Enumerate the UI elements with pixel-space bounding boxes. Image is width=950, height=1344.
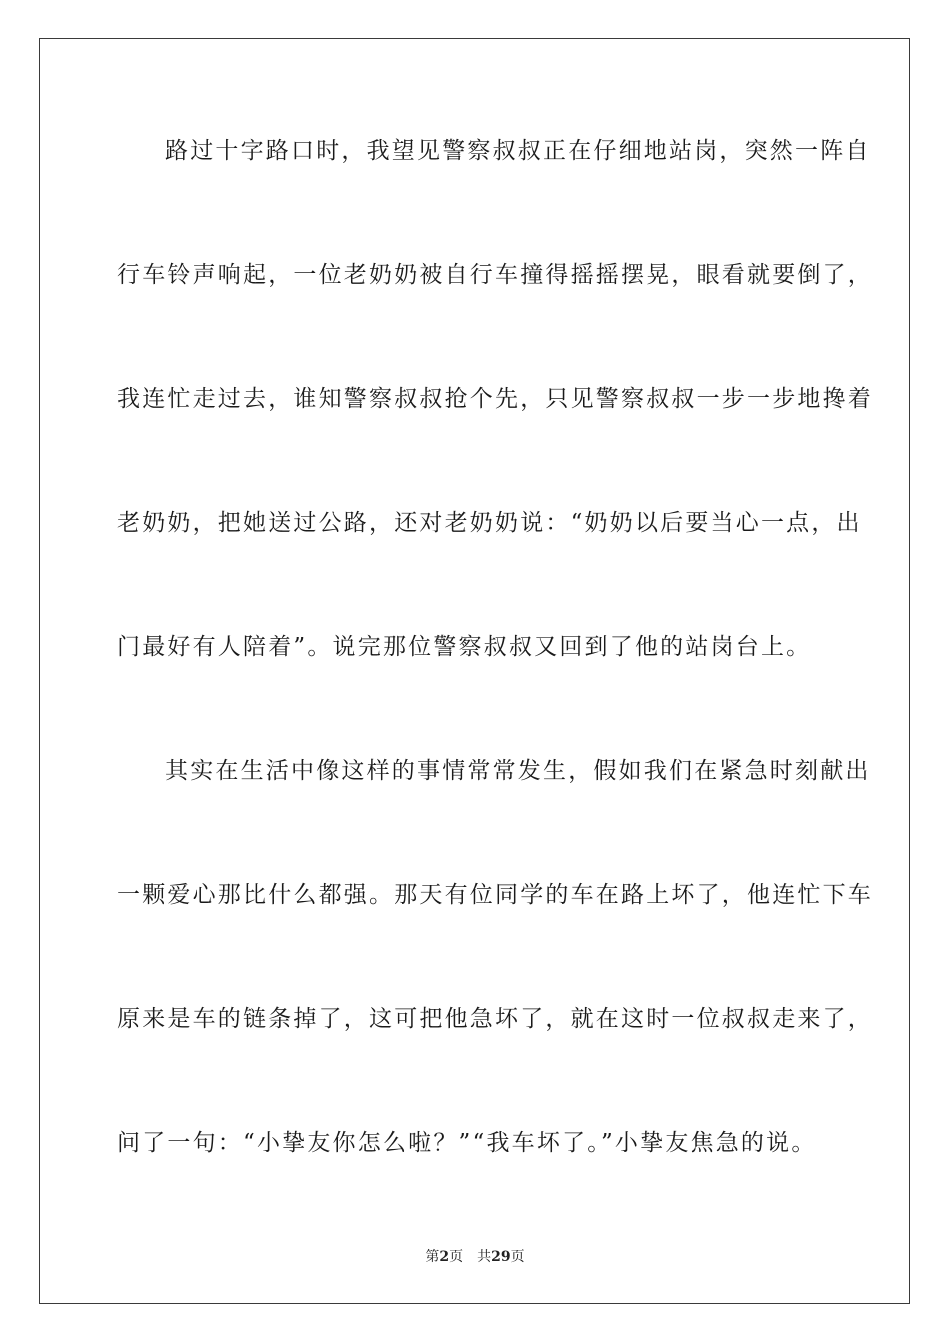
paragraph-1-line-2: 行车铃声响起，一位老奶奶被自行车撞得摇摇摆晃，眼看就要倒了，	[117, 262, 873, 288]
page-prefix: 第	[425, 1249, 440, 1265]
total-suffix: 页	[510, 1249, 525, 1265]
paragraph-2-line-1: 其实在生活中像这样的事情常常发生，假如我们在紧急时刻献出	[165, 758, 871, 784]
paragraph-1-line-3: 我连忙走过去，谁知警察叔叔抢个先，只见警察叔叔一步一步地搀着	[117, 386, 873, 412]
paragraph-1-line-5: 门最好有人陪着”。说完那位警察叔叔又回到了他的站岗台上。	[117, 634, 812, 660]
paragraph-2-line-2: 一颗爱心那比什么都强。那天有位同学的车在路上坏了，他连忙下车	[117, 882, 873, 908]
page-footer	[0, 1247, 950, 1267]
paragraph-2-line-3: 原来是车的链条掉了，这可把他急坏了，就在这时一位叔叔走来了，	[117, 1006, 873, 1032]
paragraph-2-line-4: 问了一句：“小挚友你怎么啦？”“我车坏了。”小挚友焦急的说。	[117, 1130, 817, 1156]
page-border	[39, 38, 910, 1304]
paragraph-1-line-1: 路过十字路口时，我望见警察叔叔正在仔细地站岗，突然一阵自	[165, 138, 871, 164]
paragraph-1-line-4: 老奶奶，把她送过公路，还对老奶奶说：“奶奶以后要当心一点，出	[117, 510, 862, 536]
total-prefix: 共	[477, 1249, 492, 1265]
page-suffix: 页	[449, 1249, 464, 1265]
total-pages: 29	[491, 1249, 511, 1265]
page-number: 2	[439, 1249, 450, 1265]
